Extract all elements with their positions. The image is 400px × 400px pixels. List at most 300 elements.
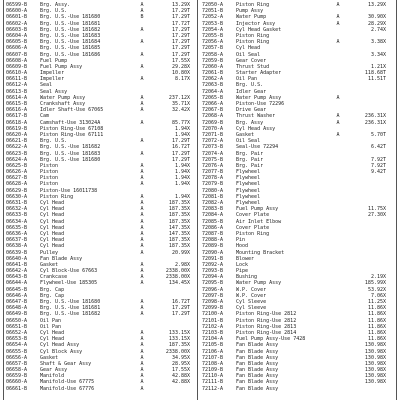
part-number: 72074-A — [202, 150, 224, 157]
part-number: 06609-B — [6, 63, 28, 70]
part-description: Fan Blade Assy — [236, 379, 279, 386]
part-price: 2338.00X — [165, 274, 190, 281]
part-description: Thrust Washer — [236, 113, 276, 120]
part-price: 2338.00X — [165, 348, 190, 355]
part-description: Cyl Head Assy — [236, 125, 276, 132]
part-description: Flywheel — [236, 200, 261, 206]
part-number: 06653-B — [6, 336, 28, 343]
part-number: 06636-A — [6, 230, 28, 237]
part-price: 17.29T — [171, 305, 190, 312]
part-number: 06602-A — [6, 20, 28, 27]
parts-row — [202, 386, 388, 392]
price-code: A — [140, 63, 144, 70]
part-number: 72102-A — [202, 323, 224, 330]
part-price: 16.72T — [171, 144, 190, 151]
part-description: Piston-Use 16011738 — [40, 187, 98, 194]
part-price: 2.98X — [174, 261, 190, 268]
part-number: 06642-A — [6, 268, 28, 275]
part-price: 130.98X — [364, 342, 386, 349]
price-code: A — [140, 243, 144, 250]
part-number: 06608-A — [6, 57, 28, 64]
price-code: A — [336, 20, 340, 27]
part-number: 72058-A — [202, 51, 224, 58]
part-description: Cyl Head — [40, 329, 65, 336]
price-code: A — [140, 200, 144, 206]
part-number: 06616-A — [6, 107, 28, 114]
part-description: Brg. U.S.-Use 181686 — [40, 51, 101, 58]
part-price: 187.35X — [168, 243, 190, 250]
part-number: 06604-A — [6, 32, 28, 39]
part-number: 72062-A — [202, 76, 224, 83]
part-number: 06655-B — [6, 348, 28, 355]
price-code: A — [336, 14, 340, 21]
price-code: A — [140, 336, 144, 343]
part-description: Brg. U.S. — [40, 8, 68, 15]
part-price: 85.77X — [171, 119, 190, 126]
price-code: A — [336, 2, 340, 8]
part-price: 118.68T — [364, 70, 386, 77]
part-price: 1.94X — [174, 175, 190, 182]
part-price: 28.95X — [171, 360, 190, 367]
part-number: 06620-A — [6, 131, 28, 138]
price-code: A — [336, 39, 340, 46]
part-price: 17.55X — [171, 367, 190, 374]
part-description: Brg. U.S.-Use 181681 — [40, 20, 101, 27]
part-description: Cyl Block Assy — [40, 348, 83, 355]
part-description: Injector Assy — [236, 20, 276, 27]
part-price: 13.29X — [367, 2, 386, 8]
part-price: 130.98X — [364, 379, 386, 386]
part-description: Brg. U.S.-Use 181680 — [40, 14, 101, 21]
part-price: 187.35X — [168, 200, 190, 206]
part-number: 06628-A — [6, 181, 28, 188]
part-description: Gear Assy — [40, 367, 68, 374]
part-number: 72083-B — [202, 206, 224, 213]
part-price: 133.15X — [168, 336, 190, 343]
part-price: 1.94X — [174, 181, 190, 188]
part-number: 72107-B — [202, 354, 224, 361]
part-description: Gasket — [40, 354, 59, 361]
part-number: 06613-B — [6, 88, 28, 95]
price-code: A — [336, 119, 340, 126]
part-number: 72109-B — [202, 367, 224, 374]
part-description: Cyl Head — [40, 212, 65, 219]
part-price: 8.17X — [174, 76, 190, 83]
part-number: 72070-A — [202, 125, 224, 132]
parts-row — [6, 386, 192, 392]
part-number: 06650-A — [6, 317, 28, 324]
part-price: 187.35X — [168, 237, 190, 244]
part-number: 72110-A — [202, 373, 224, 380]
part-description: Brg. U.S.-Use 181680 — [40, 299, 101, 305]
part-description: Cover Plate — [236, 224, 270, 231]
part-number: 72055-B — [202, 32, 224, 39]
part-number: 06623-B — [6, 150, 28, 157]
part-price: 147.35X — [168, 230, 190, 237]
part-description: Cyl Head — [40, 237, 65, 244]
part-price: 17.29T — [171, 39, 190, 46]
part-price: 187.35X — [168, 342, 190, 349]
part-description: Flywheel — [236, 187, 261, 194]
part-price: 29.28X — [171, 63, 190, 70]
part-description: Lock — [236, 261, 249, 268]
part-number: 72054-A — [202, 26, 224, 33]
part-description: Idler Shaft-Use 67065 — [40, 107, 104, 114]
part-description: Fuel Pump — [40, 57, 68, 64]
part-price: 187.35X — [168, 218, 190, 225]
price-code: A — [140, 94, 144, 101]
part-price: 187.35X — [168, 212, 190, 219]
price-code: A — [140, 342, 144, 349]
part-number: 06647-B — [6, 299, 28, 305]
part-number: 06626-A — [6, 169, 28, 176]
part-number: 06624-A — [6, 156, 28, 163]
part-number: 06644-A — [6, 280, 28, 287]
part-description: Cyl Head Assy — [40, 342, 80, 349]
part-price: 17.29T — [171, 150, 190, 157]
part-price: 11.86X — [367, 329, 386, 336]
center-column-rule — [197, 0, 198, 400]
part-description: Piston — [40, 169, 59, 176]
part-description: Piston Ring-Use 2812 — [236, 317, 297, 324]
price-code: A — [140, 261, 144, 268]
part-price: 3.38X — [370, 39, 386, 46]
part-description: Gear Cover — [236, 57, 267, 64]
part-description: Hood — [236, 243, 249, 250]
part-number: 06640-A — [6, 255, 28, 262]
price-code: A — [140, 150, 144, 157]
price-code: A — [140, 169, 144, 176]
part-description: Piston — [40, 181, 59, 188]
price-code: A — [140, 162, 144, 169]
part-price: 11.51T — [367, 76, 386, 83]
part-description: Piston Ring-Use 2812 — [236, 311, 297, 318]
part-description: Brg. U.S.-Use 181684 — [40, 39, 101, 46]
part-price: 11.75X — [367, 206, 386, 213]
part-price: 32.42X — [171, 107, 190, 114]
part-price: 17.72T — [171, 20, 190, 27]
part-price: 35.71X — [171, 101, 190, 107]
part-number: 72081-B — [202, 193, 224, 200]
part-price: 7.06X — [370, 292, 386, 299]
part-price: 130.98X — [364, 360, 386, 367]
part-description: Brg. Pair — [236, 162, 264, 169]
part-description: Fan Blade Assy — [40, 255, 83, 262]
part-description: Manifold-Use 67776 — [40, 385, 95, 392]
part-description: Flywheel-Use 185305 — [40, 280, 98, 287]
price-code: A — [140, 26, 144, 33]
part-description: Seal — [40, 82, 53, 89]
part-number: 72051-B — [202, 8, 224, 15]
price-code: B — [140, 14, 144, 21]
part-description: Cyl Head — [40, 224, 65, 231]
part-description: Cover Plate — [236, 212, 270, 219]
part-number: 06600-A — [6, 8, 28, 15]
part-description: Brg. U.S.-Use 181682 — [40, 144, 101, 151]
part-number: 06605-B — [6, 39, 28, 46]
part-number: 72063-B — [202, 82, 224, 89]
part-number: 06622-A — [6, 144, 28, 151]
part-number: 72077-B — [202, 169, 224, 176]
part-number: 06633-B — [6, 212, 28, 219]
part-price: 236.31X — [364, 119, 386, 126]
part-description: Flywheel — [236, 169, 261, 176]
part-price: 7.92T — [370, 162, 386, 169]
part-number: 06619-B — [6, 125, 28, 132]
part-number: 06637-B — [6, 237, 28, 244]
part-number: 06612-A — [6, 82, 28, 89]
price-code: A — [140, 51, 144, 58]
part-number: 72099-B — [202, 305, 224, 312]
part-description: Cyl Head — [40, 243, 65, 250]
part-number: 72105-B — [202, 342, 224, 349]
part-description: Piston Ring — [236, 39, 270, 46]
part-number: 72091-B — [202, 255, 224, 262]
part-description: Cyl Head — [40, 206, 65, 213]
part-number: 72098-A — [202, 299, 224, 305]
part-number: 72106-A — [202, 348, 224, 355]
part-number: 06615-B — [6, 101, 28, 107]
part-price: 134.45X — [168, 280, 190, 287]
price-code: A — [140, 299, 144, 305]
part-number: 72073-B — [202, 144, 224, 151]
part-number: 06614-A — [6, 94, 28, 101]
part-number: 06635-B — [6, 224, 28, 231]
price-code: A — [140, 138, 144, 145]
left-margin-rule — [3, 0, 4, 400]
part-description: Cyl Head — [40, 200, 65, 206]
part-description: Brg. Cap — [40, 292, 65, 299]
part-number: 72089-B — [202, 243, 224, 250]
part-description: Flywheel — [236, 181, 261, 188]
part-price: 16.72T — [171, 299, 190, 305]
part-description: Fan Blade Assy — [236, 373, 279, 380]
part-price: 6.42T — [370, 144, 386, 151]
part-number: 06632-A — [6, 206, 28, 213]
part-number: 72078-A — [202, 175, 224, 182]
price-code: A — [140, 274, 144, 281]
part-price: 1.21X — [370, 63, 386, 70]
part-description: Cyl Head — [236, 45, 261, 52]
part-description: Shaft & Gear Assy — [40, 360, 92, 367]
price-code — [328, 386, 348, 392]
part-description: W.P. Cover — [236, 292, 267, 299]
part-description: Pump Assy — [236, 8, 264, 15]
part-number: 72088-A — [202, 237, 224, 244]
part-number: 72097-B — [202, 292, 224, 299]
part-price: 17.29T — [171, 156, 190, 163]
part-price: 11.25X — [367, 299, 386, 305]
part-number: 06654-A — [6, 342, 28, 349]
price-code: A — [336, 94, 340, 101]
part-number: 06621-B — [6, 138, 28, 145]
part-description: Seal-Use 72294 — [236, 144, 279, 151]
part-description: Brg. Pair — [236, 150, 264, 157]
part-price: 9.42T — [370, 169, 386, 176]
part-number: 72094-A — [202, 274, 224, 281]
part-number: 06643-B — [6, 274, 28, 281]
price-code: A — [140, 212, 144, 219]
part-number: 72092-A — [202, 261, 224, 268]
part-number: 72108-A — [202, 360, 224, 367]
part-price: 236.31X — [364, 113, 386, 120]
part-description: Fuel Pump Assy-Use 7428 — [236, 336, 306, 343]
part-price: 11.86X — [367, 323, 386, 330]
part-number: 72104-A — [202, 336, 224, 343]
part-price: 1.94X — [174, 125, 190, 132]
part-description: Piston-Use 72296 — [236, 101, 285, 107]
part-description: Fan Blade Assy — [236, 367, 279, 374]
part-description: Oil Seal — [236, 138, 261, 145]
part-price: 53.92X — [367, 286, 386, 293]
part-description: Brg. U.S.-Use 181682 — [40, 26, 101, 33]
part-number: 06638-A — [6, 243, 28, 250]
price-code: A — [140, 379, 144, 386]
part-description: Camshaft-Use 313024A — [40, 119, 101, 126]
price-code: A — [140, 367, 144, 374]
part-number: 72060-A — [202, 63, 224, 70]
part-number: 72079-B — [202, 181, 224, 188]
part-number: 06603-B — [6, 26, 28, 33]
price-code: A — [140, 237, 144, 244]
price-code: A — [336, 113, 340, 120]
part-description: Brg. U.S.-Use 181683 — [40, 32, 101, 39]
part-price: 11.86X — [367, 311, 386, 318]
part-number: 72067-B — [202, 107, 224, 114]
part-number: 72072-A — [202, 138, 224, 145]
part-description: Gasket — [236, 131, 255, 138]
part-description: Water Pump Assy — [236, 280, 282, 287]
part-number: 06656-A — [6, 354, 28, 361]
price-code: A — [140, 385, 144, 392]
price-code: A — [140, 360, 144, 367]
part-number: 72076-A — [202, 162, 224, 169]
part-number: 72052-A — [202, 14, 224, 21]
price-code: A — [140, 373, 144, 380]
part-description: Seal Assy — [40, 88, 68, 95]
part-description: Air Inlet Elbow — [236, 218, 282, 225]
part-description: Fan Blade Assy — [236, 354, 279, 361]
part-description: Brg. Assy. — [40, 2, 71, 8]
part-number: 72085-B — [202, 218, 224, 225]
part-price: 27.30X — [367, 212, 386, 219]
part-price: 185.99X — [364, 280, 386, 287]
part-number: 72093-B — [202, 268, 224, 275]
part-number: 72090-A — [202, 249, 224, 256]
part-description: Piston — [40, 175, 59, 182]
part-number: 06631-B — [6, 200, 28, 206]
part-price: 42.88X — [171, 379, 190, 386]
price-code: A — [140, 311, 144, 318]
part-description: Brg. Assy — [236, 119, 264, 126]
part-price: 2.74X — [370, 26, 386, 33]
part-description: Cyl Head — [40, 336, 65, 343]
right-margin-rule — [396, 0, 397, 400]
part-price: 20.99X — [171, 249, 190, 256]
part-number: 06641-B — [6, 261, 28, 268]
part-description: Piston Ring-Use 67108 — [40, 125, 104, 132]
part-number: 72056-A — [202, 39, 224, 46]
part-number: 72086-A — [202, 224, 224, 231]
part-number: 72095-B — [202, 280, 224, 287]
part-description: Flywheel — [236, 175, 261, 182]
part-number: 06648-A — [6, 305, 28, 312]
part-price: 34.95X — [171, 354, 190, 361]
price-code: A — [140, 218, 144, 225]
part-description: Impeller — [40, 70, 65, 77]
part-description: Fan Blade Assy — [236, 342, 279, 349]
part-description: Brg. Cap — [40, 286, 65, 293]
part-description: Piston Ring — [236, 32, 270, 39]
part-description: Idler Gear — [236, 88, 267, 95]
left-parts-column — [6, 2, 192, 392]
part-number: 72103-B — [202, 329, 224, 336]
part-number: 72111-B — [202, 379, 224, 386]
part-price: 130.98X — [364, 373, 386, 380]
part-number: 72053-B — [202, 20, 224, 27]
part-number: 06610-A — [6, 70, 28, 77]
part-number: 06629-B — [6, 187, 28, 194]
part-price: 1.94X — [174, 193, 190, 200]
part-price: 147.35X — [168, 224, 190, 231]
part-number: 06625-B — [6, 162, 28, 169]
part-description: W.P. Cover — [236, 286, 267, 293]
price-code: A — [140, 193, 144, 200]
part-description: Gasket — [40, 261, 59, 268]
part-number: 72064-A — [202, 88, 224, 95]
price-code: A — [140, 76, 144, 83]
part-number: 06660-A — [6, 379, 28, 386]
part-number: 06649-B — [6, 311, 28, 318]
part-number: 06599-B — [6, 2, 28, 8]
part-number: 72101-B — [202, 317, 224, 324]
part-description: Pipe — [236, 268, 249, 275]
part-price: 1.94X — [174, 162, 190, 169]
part-description: Pulley — [40, 249, 59, 256]
part-price — [152, 386, 190, 392]
part-description: Brg. U.S.-Use 181680 — [40, 156, 101, 163]
part-description: Brg. U.S.-Use 181683 — [40, 150, 101, 157]
part-description: Cyl Block-Use 67663 — [40, 268, 98, 275]
part-price: 11.86X — [367, 305, 386, 312]
part-description: Pin — [236, 237, 246, 244]
part-price: 17.29T — [171, 8, 190, 15]
part-price: 17.29T — [171, 51, 190, 58]
part-number: 72057-B — [202, 45, 224, 52]
part-description: Fuel Pump Assy — [236, 206, 279, 213]
part-price: 11.86X — [367, 317, 386, 324]
price-code: A — [140, 249, 144, 256]
part-description: Mounting Bracket — [236, 249, 285, 256]
part-number: 06611-B — [6, 76, 28, 83]
part-description: Brg. Pair — [236, 156, 264, 163]
part-description: Brg. U.S.-Use 181682 — [40, 311, 101, 318]
part-description: Cyl Head — [40, 218, 65, 225]
part-description: Piston Ring — [40, 193, 74, 200]
part-price: 133.15X — [168, 329, 190, 336]
part-description: Piston Ring-Use 67111 — [40, 131, 104, 138]
part-description: Flywheel — [236, 193, 261, 200]
price-code: A — [336, 131, 340, 138]
part-number: 72069-B — [202, 119, 224, 126]
part-number: 06639-B — [6, 249, 28, 256]
part-price: 187.35X — [168, 206, 190, 213]
part-description: Cyl Head — [40, 230, 65, 237]
part-number: 06618-A — [6, 119, 28, 126]
part-price: 2.19X — [370, 274, 386, 281]
part-number: 72059-B — [202, 57, 224, 64]
part-description: Fan Blade Assy — [236, 360, 279, 367]
